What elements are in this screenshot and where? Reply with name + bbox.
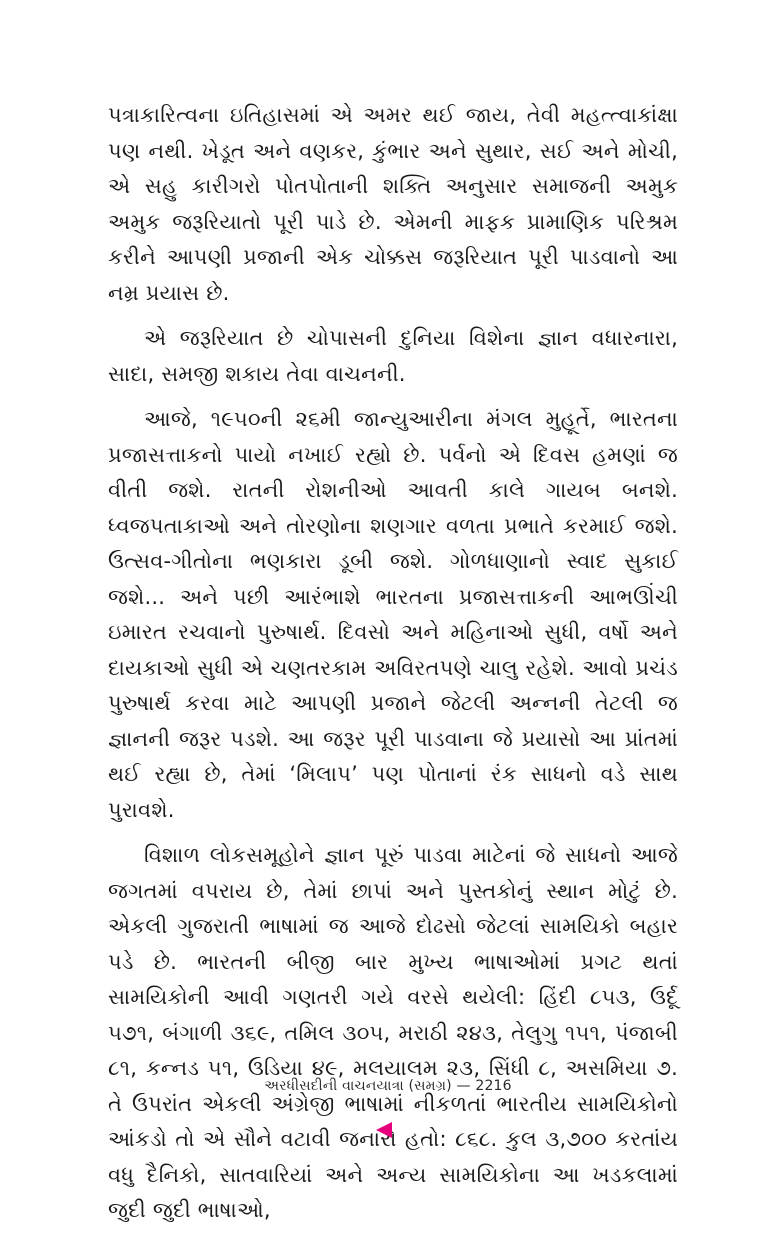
page-body	[108, 98, 678, 1239]
paragraph-1: પત્રાકારિત્વના ઇતિહાસમાં એ અમર થઈ જાય, તેવી મહત્ત્વાકાંક્ષા પણ નથી. ખેડૂત અને વણકર, કુંભાર અને સુથાર, સઈ અને મોચી, એ સહુ કારીગરો પોતપોતાની શક્તિ અનુસાર સમાજની અમુક અમુક જરૂરિયાતો પૂરી પાડે છે. એમની માફક પ્રામાણિક પરિશ્રમ કરીને આપણી પ્રજાની એક ચોક્કસ જરૂરિયાત પૂરી પાડવાનો આ નમ્ર પ્રયાસ છે.	[108, 103, 678, 305]
previous-page-triangle-left-icon[interactable]	[376, 1122, 392, 1138]
paragraph-3: આજે, ૧૯૫૦ની ૨૬મી જાન્યુઆરીના મંગલ મુહૂર્તે, ભારતના પ્રજાસત્તાકનો પાયો નખાઈ રહ્યો છે. પર્વનો એ દિવસ હમણાં જ વીતી જશે. રાતની રોશનીઓ આવતી કાલે ગાયબ બનશે. ધ્વજપતાકાઓ અને તોરણોના શણગાર વળતા પ્રભાતે કરમાઈ જશે. ઉત્સવ-ગીતોના ભણકારા ડૂબી જશે. ગોળધાણાનો સ્વાદ સુકાઈ જશે... અને પછી આરંભાશે ભારતના પ્રજાસત્તાકની આભઊંચી ઇમારત રચવાનો પુરુષાર્થ. દિવસો અને મહિનાઓ સુધી, વર્ષો અને દાયકાઓ સુધી એ ચણતરકામ અવિરતપણે ચાલુ રહેશે. આવો પ્રચંડ પુરુષાર્થ કરવા માટે આપણી પ્રજાને જેટલી અન્નની તેટલી જ જ્ઞાનની જરૂર પડશે. આ જરૂર પૂરી પાડવાના જે પ્રયાસો આ પ્રાંતમાં થઈ રહ્યા છે, તેમાં ‘મિલાપ’ પણ પોતાનાં રંક સાધનો વડે સાથ પુરાવશે.	[108, 407, 678, 822]
page-footer: અરધીસદીની વાચનયાત્રા (સમગ્ર) — 2216	[264, 1078, 512, 1094]
paragraph-4: વિશાળ લોકસમૂહોને જ્ઞાન પૂરું પાડવા માટેનાં જે સાધનો આજે જગતમાં વપરાય છે, તેમાં છાપાં અને પુસ્તકોનું સ્થાન મોટું છે. એકલી ગુજરાતી ભાષામાં જ આજે દોઢસો જેટલાં સામયિકો બહાર પડે છે. ભારતની બીજી બાર મુખ્ય ભાષાઓમાં પ્રગટ થતાં સામયિકોની આવી ગણતરી ગયે વરસે થયેલી: હિંદી ૮૫૩, ઉર્દૂ ૫૭૧, બંગાળી ૩૬૯, તમિલ ૩૦૫, મરાઠી ૨૪૩, તેલુગુ ૧૫૧, પંજાબી ૮૧, કન્નડ ૫૧, ઉડિયા ૪૯, મલયાલમ ૨૩, સિંધી ૮, અસમિયા ૭. તે ઉપરાંત એકલી અંગ્રેજી ભાષામાં નીકળતાં ભારતીય સામયિકોનો આંકડો તો એ સૌને વટાવી જનારો હતો: ૮૬૮. કુલ ૩,૭૦૦ કરતાંય વધુ દૈનિકો, સાતવારિયાં અને અન્ય સામયિકોના આ ખડકલામાં જુદી જુદી ભાષાઓ,	[108, 843, 678, 1222]
paragraph-2: એ જરૂરિયાત છે ચોપાસની દુનિયા વિશેના જ્ઞાન વધારનારા, સાદા, સમજી શકાય તેવા વાચનની.	[108, 326, 678, 386]
